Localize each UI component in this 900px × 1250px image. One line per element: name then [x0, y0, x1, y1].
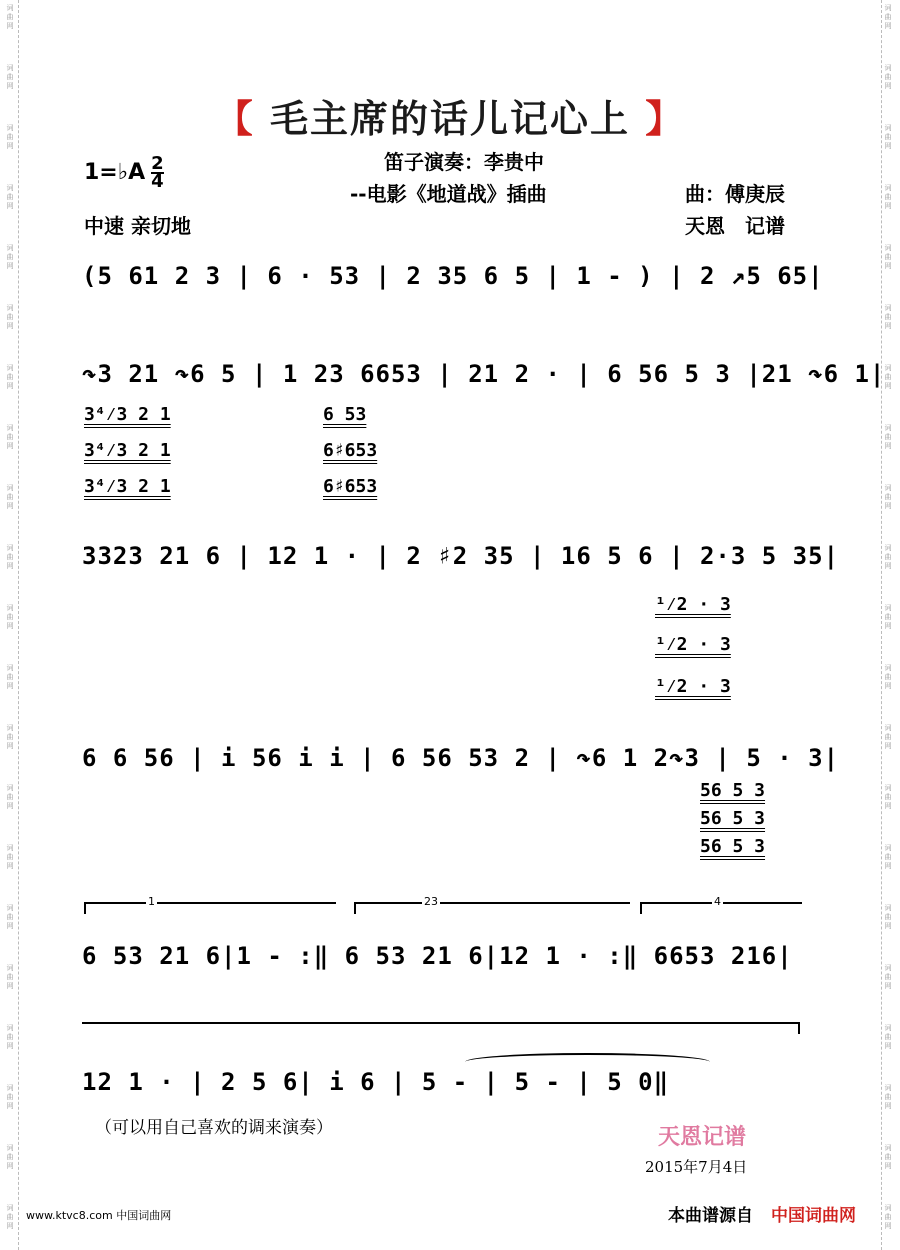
margin-watermark: 词 曲 网	[884, 1024, 892, 1050]
margin-watermark: 词 曲 网	[6, 304, 14, 330]
variant-a-3: 3⁴⁄3 2 1	[84, 476, 171, 497]
score-row-1: (5 61 2 3 | 6 · 53 | 2 35 6 5 | 1 - ) | 2 ↗5 65|	[82, 262, 824, 290]
performance-note: （可以用自己喜欢的调来演奏）	[95, 1118, 333, 1138]
score-row-4: 6 6 56 | i 56 i i | 6 56 53 2 | ↷6 1 2↷3 | 5 · 3|	[82, 744, 840, 772]
margin-watermark: 词 曲 网	[884, 664, 892, 690]
margin-watermark: 词 曲 网	[884, 1144, 892, 1170]
margin-watermark: 词 曲 网	[6, 1024, 14, 1050]
margin-watermark: 词 曲 网	[884, 844, 892, 870]
title-text: 毛主席的话儿记心上	[269, 97, 630, 141]
variant-a-2: 3⁴⁄3 2 1	[84, 440, 171, 461]
margin-watermark: 词 曲 网	[6, 124, 14, 150]
composer: 曲：傅庚辰	[685, 182, 785, 206]
source-label: 本曲谱源自	[668, 1206, 753, 1226]
margin-watermark: 词 曲 网	[884, 364, 892, 390]
margin-watermark: 词 曲 网	[6, 244, 14, 270]
time-signature: $\frac{2}{4}$	[151, 153, 164, 192]
site-url: www.ktvc8.com 中国词曲网	[26, 1209, 172, 1222]
source-brand: 中国词曲网	[771, 1206, 856, 1226]
variant-c-2: ¹⁄2 · 3	[655, 634, 731, 655]
volta-label-3: 4	[714, 895, 721, 908]
score-row-6: 12 1 · | 2 5 6| i 6 | 5 - | 5 - | 5 0‖	[82, 1068, 670, 1096]
margin-watermark: 词 曲 网	[884, 4, 892, 30]
margin-watermark: 词 曲 网	[6, 1084, 14, 1110]
margin-watermark: 词 曲 网	[6, 1204, 14, 1230]
score-row-2: ↷3 21 ↷6 5 | 1 23 6653 | 21 2 · | 6 56 5 3 |21 ↷6 1|	[82, 360, 886, 388]
margin-watermark: 词 曲 网	[884, 184, 892, 210]
margin-watermark: 词 曲 网	[6, 1144, 14, 1170]
volta-label-2: 23	[424, 895, 438, 908]
volta-bracket-2	[354, 902, 630, 904]
transcription-date: 2015年7月4日	[645, 1158, 748, 1176]
score-row-5: 6 53 21 6|1 - :‖ 6 53 21 6|12 1 · :‖ 6653 216|	[82, 942, 793, 970]
margin-watermark: 词 曲 网	[884, 544, 892, 570]
variant-c-1: ¹⁄2 · 3	[655, 594, 731, 615]
margin-watermark: 词 曲 网	[6, 64, 14, 90]
margin-watermark: 词 曲 网	[884, 64, 892, 90]
margin-watermark: 词 曲 网	[884, 1204, 892, 1230]
right-margin-strip	[881, 0, 896, 1250]
margin-watermark: 词 曲 网	[6, 664, 14, 690]
variant-b-1: 6 53	[323, 404, 367, 425]
margin-watermark: 词 曲 网	[6, 364, 14, 390]
margin-watermark: 词 曲 网	[884, 244, 892, 270]
title-bracket-open: 【	[214, 97, 255, 141]
score-row-3: 3323 21 6 | 12 1 · | 2 ♯2 35 | 16 5 6 | 2·3 5 35|	[82, 542, 840, 570]
source-credit	[668, 1201, 856, 1226]
title-bracket-close: 】	[645, 97, 686, 141]
variant-d-1: 56 5 3	[700, 780, 766, 801]
margin-watermark: 词 曲 网	[884, 304, 892, 330]
variant-c-3: ¹⁄2 · 3	[655, 676, 731, 697]
margin-watermark: 词 曲 网	[6, 424, 14, 450]
margin-watermark: 词 曲 网	[6, 544, 14, 570]
margin-watermark: 词 曲 网	[6, 964, 14, 990]
margin-watermark: 词 曲 网	[884, 424, 892, 450]
key-label: 1=♭A	[84, 160, 146, 185]
margin-watermark: 词 曲 网	[6, 724, 14, 750]
volta-label-1: 1	[148, 895, 155, 908]
margin-watermark: 词 曲 网	[884, 724, 892, 750]
margin-watermark: 词 曲 网	[6, 184, 14, 210]
margin-watermark: 词 曲 网	[884, 784, 892, 810]
margin-watermark: 词 曲 网	[6, 784, 14, 810]
tempo-marking: 中速 亲切地	[84, 214, 191, 238]
variant-d-2: 56 5 3	[700, 808, 766, 829]
margin-watermark: 词 曲 网	[884, 604, 892, 630]
margin-watermark: 词 曲 网	[6, 844, 14, 870]
variant-d-3: 56 5 3	[700, 836, 766, 857]
margin-watermark: 词 曲 网	[6, 484, 14, 510]
page-title	[0, 88, 900, 143]
transcriber: 天恩 记谱	[685, 214, 785, 238]
performer: 笛子演奏：李贵中	[384, 150, 544, 174]
margin-watermark: 词 曲 网	[6, 904, 14, 930]
ending-bracket-line	[82, 1022, 800, 1024]
margin-watermark: 词 曲 网	[884, 904, 892, 930]
source-film: --电影《地道战》插曲	[350, 182, 547, 206]
variant-b-2: 6♯653	[323, 440, 378, 461]
key-signature	[84, 153, 164, 192]
left-margin-strip	[4, 0, 19, 1250]
transcriber-stamp: 天恩记谱	[658, 1124, 747, 1150]
margin-watermark: 词 曲 网	[884, 1084, 892, 1110]
margin-watermark: 词 曲 网	[6, 604, 14, 630]
variant-a-1: 3⁴⁄3 2 1	[84, 404, 171, 425]
variant-b-3: 6♯653	[323, 476, 378, 497]
margin-watermark: 词 曲 网	[884, 124, 892, 150]
margin-watermark: 词 曲 网	[6, 4, 14, 30]
volta-bracket-1	[84, 902, 336, 904]
margin-watermark: 词 曲 网	[884, 484, 892, 510]
margin-watermark: 词 曲 网	[884, 964, 892, 990]
